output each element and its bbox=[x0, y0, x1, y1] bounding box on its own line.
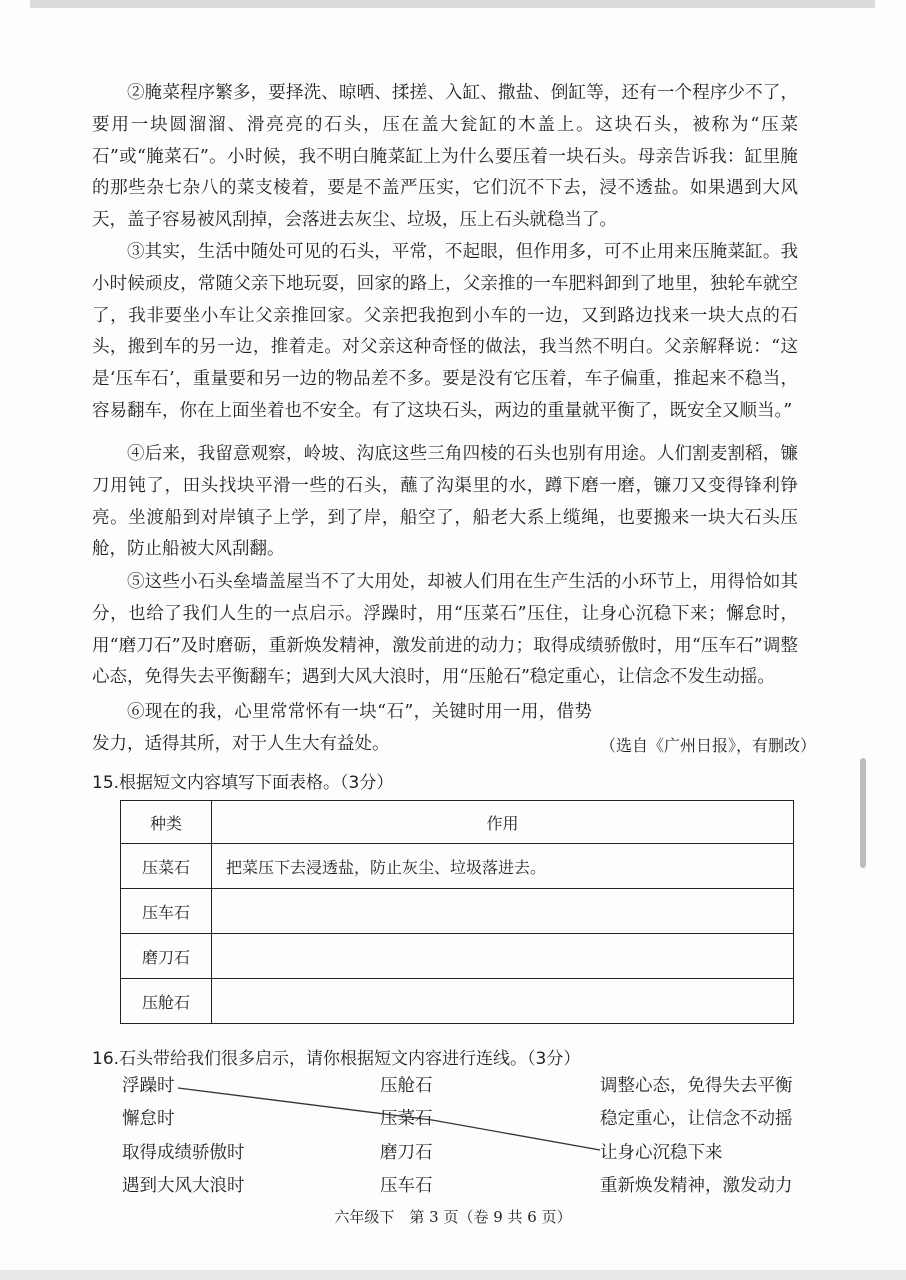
match-right-item: 让身心沉稳下来 bbox=[600, 1142, 723, 1163]
connection-line bbox=[178, 1088, 600, 1150]
stone-kind-cell: 压菜石 bbox=[121, 844, 212, 889]
stone-kind-cell: 磨刀石 bbox=[121, 934, 212, 979]
stone-use-cell: 把菜压下去浸透盐，防止灰尘、垃圾落进去。 bbox=[212, 844, 794, 889]
paragraph-5: ⑤这些小石头垒墙盖屋当不了大用处，却被人们用在生产生活的小环节上，用得恰如其分，也给了我们人生的一点启示。浮躁时，用“压菜石”压住，让身心沉稳下来；懈怠时，用“磨刀石”及时磨砺，重新焕发精神，激发前进的动力；取得成绩骄傲时，用“压车石”调整心态，免得失去平衡翻车；遇到大风大浪时，用“压舱石”稳定重心，让信念不发生动摇。 bbox=[92, 572, 798, 688]
paragraph-6: ⑥现在的我，心里常常怀有一块“石”，关键时用一用，借势发力，适得其所，对于人生大有益处。 bbox=[92, 702, 592, 754]
match-right-item: 重新焕发精神，激发动力 bbox=[600, 1175, 793, 1196]
match-middle-item: 压车石 bbox=[380, 1175, 433, 1196]
match-middle-item: 压舱石 bbox=[380, 1076, 433, 1096]
paragraph-3: ③其实，生活中随处可见的石头，平常，不起眼，但作用多，可不止用来压腌菜缸。我小时候顽皮，常随父亲下地玩耍，回家的路上，父亲推的一车肥料卸到了地里，独轮车就空了，我非要坐小车让父亲推回家。父亲把我抱到小车的一边，又到路边找来一块大点的石头，搬到车的另一边，推着走。对父亲这种奇怪的做法，我当然不明白。父亲解释说：“这是‘压车石’，重量要和另一边的物品差不多。要是没有它压着，车子偏重，推起来不稳当，容易翻车，你在上面坐着也不安全。有了这块石头，两边的重量就平衡了，既安全又顺当。” bbox=[92, 242, 798, 421]
match-left-item: 浮躁时 bbox=[122, 1076, 175, 1096]
question-15-prompt: 15.根据短文内容填写下面表格。（3分） bbox=[92, 773, 394, 793]
page-footer: 六年级下 第 3 页（卷 9 共 6 页） bbox=[334, 1208, 572, 1226]
match-right-item: 稳定重心，让信念不动摇 bbox=[600, 1109, 793, 1130]
stone-kind-cell: 压舱石 bbox=[121, 979, 212, 1024]
question-16-prompt: 16.石头带给我们很多启示，请你根据短文内容进行连线。（3分） bbox=[92, 1049, 581, 1069]
match-left-item: 懈怠时 bbox=[122, 1109, 175, 1130]
bottom-edge bbox=[0, 1270, 906, 1280]
paragraph-4: ④后来，我留意观察，岭坡、沟底这些三角四棱的石头也别有用途。人们割麦割稻，镰刀用钝了，田头找块平滑一些的石头，蘸了沟渠里的水，蹲下磨一磨，镰刀又变得锋利铮亮。坐渡船到对岸镇子上学，到了岸，船空了，船老大系上缆绳，也要搬来一块大石头压舱，防止船被大风刮翻。 bbox=[92, 444, 798, 560]
match-left-item: 取得成绩骄傲时 bbox=[122, 1142, 245, 1163]
table-header-kind: 种类 bbox=[121, 801, 212, 844]
table-header-use: 作用 bbox=[212, 801, 794, 844]
paragraph-2: ②腌菜程序繁多，要择洗、晾晒、揉搓、入缸、撒盐、倒缸等，还有一个程序少不了，要用一块圆溜溜、滑亮亮的石头，压在盖大瓮缸的木盖上。这块石头，被称为“压菜石”或“腌菜石”。小时候，我不明白腌菜缸上为什么要压着一块石头。母亲告诉我：缸里腌的那些杂七杂八的菜支棱着，要是不盖严压实，它们沉不下去，浸不透盐。如果遇到大风天，盖子容易被风刮掉，会落进去灰尘、垃圾，压上石头就稳当了。 bbox=[92, 83, 798, 231]
source-note: （选自《广州日报》，有删改） bbox=[600, 736, 817, 755]
stone-kind-cell: 压车石 bbox=[121, 889, 212, 934]
match-right-item: 调整心态，免得失去平衡 bbox=[600, 1076, 793, 1096]
match-middle-item: 压菜石 bbox=[380, 1109, 433, 1130]
match-middle-item: 磨刀石 bbox=[380, 1142, 433, 1163]
scrollbar-thumb[interactable] bbox=[860, 758, 866, 868]
match-left-item: 遇到大风大浪时 bbox=[122, 1175, 245, 1196]
